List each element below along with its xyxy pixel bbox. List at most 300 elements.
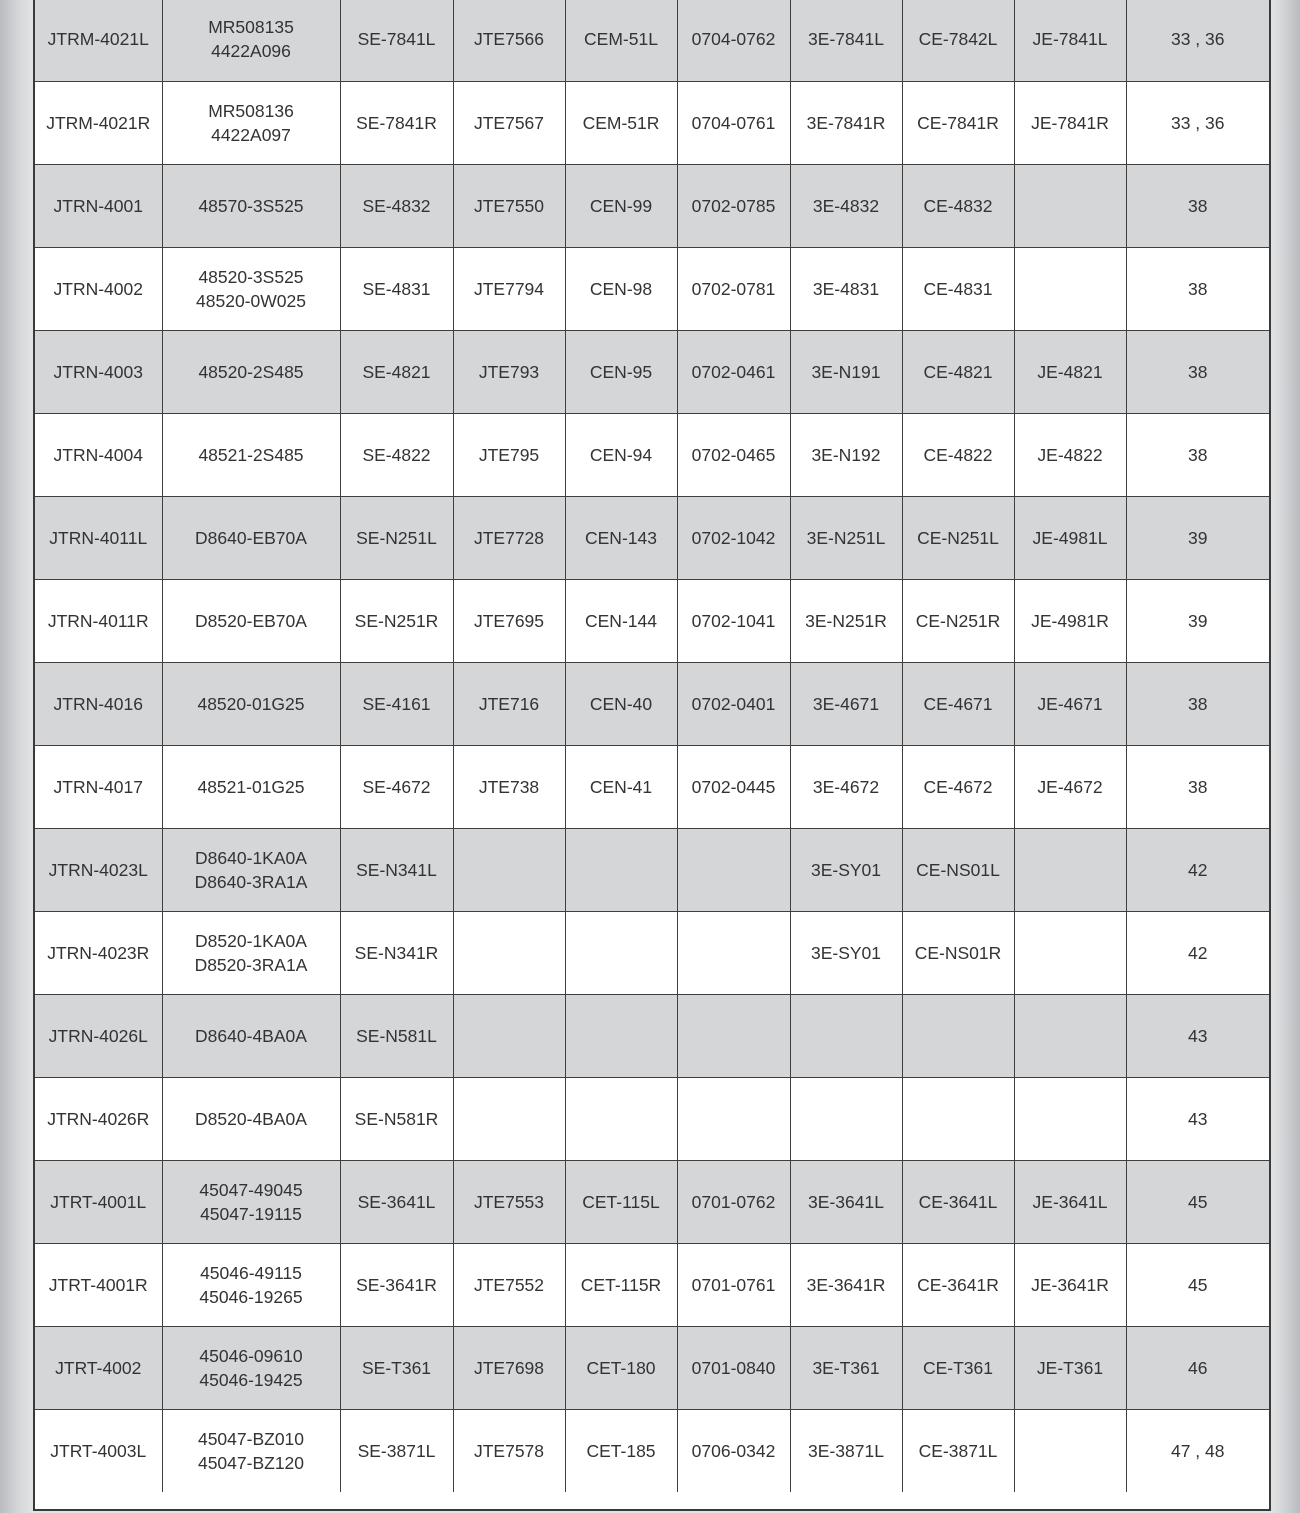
- cell-text: 3E-N192: [811, 444, 881, 465]
- cell-text: CEN-94: [589, 444, 653, 465]
- cell-ce-ref: [902, 828, 1014, 911]
- cell-text: JTE7550: [473, 195, 545, 216]
- cell-ce-series-ref: [565, 579, 677, 662]
- cell-text: JTE7552: [473, 1274, 545, 1295]
- cell-je-ref: [1014, 1160, 1126, 1243]
- cell-part-number: [35, 330, 162, 413]
- cell-se-ref: [340, 1160, 453, 1243]
- cell-text: 0702-0785: [691, 195, 776, 216]
- cell-je-ref: [1014, 496, 1126, 579]
- cell-se-ref: [340, 247, 453, 330]
- cell-text: 38: [1188, 693, 1208, 714]
- cell-ce-ref: [902, 1077, 1014, 1160]
- cell-page-ref: [1126, 828, 1269, 911]
- cell-text: CET-115R: [580, 1274, 662, 1295]
- cell-text: 0702-0401: [691, 693, 776, 714]
- cell-text: CE-NS01L: [916, 859, 1000, 880]
- cell-3e-ref: [790, 662, 902, 745]
- cell-part-number: [35, 911, 162, 994]
- cell-text: CE-4822: [923, 444, 993, 465]
- cell-text: SE-4832: [362, 195, 431, 216]
- cell-text: JTRN-4004: [53, 444, 143, 465]
- cell-code-ref: [677, 247, 790, 330]
- cell-text: 3E-3641R: [806, 1274, 886, 1295]
- cell-ce-series-ref: [565, 0, 677, 81]
- cell-text: CEN-99: [589, 195, 653, 216]
- cell-text: 45046-09610: [199, 1345, 303, 1366]
- cell-3e-ref: [790, 911, 902, 994]
- cell-code-ref: [677, 911, 790, 994]
- cell-text: SE-7841R: [356, 112, 437, 133]
- cell-text: JTE7728: [473, 527, 545, 548]
- cell-oem-number: [162, 994, 340, 1077]
- cell-ce-ref: [902, 911, 1014, 994]
- cell-ce-ref: [902, 994, 1014, 1077]
- cell-code-ref: [677, 164, 790, 247]
- cell-part-number: [35, 1409, 162, 1492]
- cell-ce-ref: [902, 0, 1014, 81]
- cell-jte-ref: [453, 579, 565, 662]
- cell-text: 38: [1188, 361, 1208, 382]
- cell-se-ref: [340, 579, 453, 662]
- cell-se-ref: [340, 662, 453, 745]
- cell-text: 0704-0762: [691, 29, 776, 50]
- cell-je-ref: [1014, 413, 1126, 496]
- cell-text: SE-3641L: [357, 1191, 436, 1212]
- cell-ce-series-ref: [565, 828, 677, 911]
- cell-text: CEN-98: [589, 278, 653, 299]
- table-row: [35, 828, 1269, 911]
- cell-text: JTE7566: [473, 29, 545, 50]
- cell-se-ref: [340, 413, 453, 496]
- cell-text: CE-4832: [923, 195, 993, 216]
- cell-se-ref: [340, 1409, 453, 1492]
- cell-text: 3E-4671: [812, 693, 880, 714]
- cell-je-ref: [1014, 0, 1126, 81]
- table-row: [35, 745, 1269, 828]
- table-body: [35, 0, 1269, 1492]
- cell-jte-ref: [453, 1077, 565, 1160]
- table-row: [35, 911, 1269, 994]
- cell-text: JE-4981L: [1032, 527, 1108, 548]
- cell-oem-number: [162, 1326, 340, 1409]
- cell-text: 43: [1188, 1108, 1208, 1129]
- cell-text: JTRN-4001: [53, 195, 143, 216]
- cell-text: JTRT-4001L: [50, 1191, 147, 1212]
- cell-ce-ref: [902, 662, 1014, 745]
- cell-text: JTRT-4001R: [48, 1274, 148, 1295]
- cell-3e-ref: [790, 828, 902, 911]
- cell-text: 38: [1188, 776, 1208, 797]
- cell-3e-ref: [790, 1160, 902, 1243]
- cell-code-ref: [677, 828, 790, 911]
- cell-text: JTRN-4023L: [48, 859, 148, 880]
- cell-ce-series-ref: [565, 164, 677, 247]
- cell-text: 3E-7841L: [808, 29, 884, 50]
- cell-part-number: [35, 1160, 162, 1243]
- cell-text: SE-4822: [362, 444, 431, 465]
- cell-part-number: [35, 994, 162, 1077]
- cell-page-ref: [1126, 496, 1269, 579]
- cell-page-ref: [1126, 994, 1269, 1077]
- cell-text: 48520-2S485: [198, 361, 304, 382]
- cell-text: SE-N251R: [354, 610, 439, 631]
- cell-text: CET-185: [586, 1440, 656, 1461]
- cell-text: 3E-4832: [812, 195, 880, 216]
- cell-je-ref: [1014, 662, 1126, 745]
- cell-3e-ref: [790, 579, 902, 662]
- cell-text: CE-7842L: [918, 29, 998, 50]
- cell-text: 4422A097: [211, 124, 291, 145]
- cell-code-ref: [677, 496, 790, 579]
- cell-code-ref: [677, 579, 790, 662]
- cell-code-ref: [677, 413, 790, 496]
- cell-text: CET-180: [586, 1357, 656, 1378]
- cell-text: 0702-1041: [691, 610, 776, 631]
- cell-text: SE-4821: [362, 361, 431, 382]
- cell-ce-ref: [902, 1326, 1014, 1409]
- cell-oem-number: [162, 828, 340, 911]
- cell-text: 48570-3S525: [198, 195, 304, 216]
- cell-page-ref: [1126, 1409, 1269, 1492]
- cell-text: JE-3641L: [1032, 1191, 1108, 1212]
- cell-text: D8640-EB70A: [195, 527, 307, 548]
- cell-ce-series-ref: [565, 1077, 677, 1160]
- cell-je-ref: [1014, 911, 1126, 994]
- cell-text: JTRN-4003: [53, 361, 143, 382]
- cell-part-number: [35, 247, 162, 330]
- cell-oem-number: [162, 1409, 340, 1492]
- cell-text: 48520-01G25: [197, 693, 305, 714]
- cell-jte-ref: [453, 330, 565, 413]
- cell-part-number: [35, 579, 162, 662]
- cell-text: 3E-N251R: [805, 610, 887, 631]
- table-row: [35, 662, 1269, 745]
- cell-3e-ref: [790, 81, 902, 164]
- cell-oem-number: [162, 164, 340, 247]
- cell-page-ref: [1126, 1326, 1269, 1409]
- cell-text: MR508136: [208, 100, 294, 121]
- cell-ce-series-ref: [565, 994, 677, 1077]
- cell-ce-ref: [902, 496, 1014, 579]
- cell-3e-ref: [790, 745, 902, 828]
- cell-ce-series-ref: [565, 1160, 677, 1243]
- cell-text: 0702-0461: [691, 361, 776, 382]
- cell-text: CE-N251L: [917, 527, 999, 548]
- table-row: [35, 247, 1269, 330]
- cell-text: 0704-0761: [691, 112, 776, 133]
- cell-page-ref: [1126, 1243, 1269, 1326]
- cell-text: JTE7794: [473, 278, 545, 299]
- cell-text: 45046-19425: [199, 1369, 303, 1390]
- cell-text: 46: [1188, 1357, 1208, 1378]
- cell-text: 0706-0342: [691, 1440, 776, 1461]
- cell-text: D8640-1KA0A: [195, 847, 307, 868]
- cell-se-ref: [340, 81, 453, 164]
- cell-ce-ref: [902, 1409, 1014, 1492]
- cell-jte-ref: [453, 911, 565, 994]
- cell-text: JE-4981R: [1031, 610, 1109, 631]
- cell-oem-number: [162, 496, 340, 579]
- cell-ce-series-ref: [565, 247, 677, 330]
- cell-text: 3E-3641L: [808, 1191, 884, 1212]
- cell-text: CEN-143: [585, 527, 657, 548]
- cell-text: 47 , 48: [1170, 1440, 1225, 1461]
- cell-text: JTE716: [478, 693, 540, 714]
- cell-ce-series-ref: [565, 662, 677, 745]
- cell-page-ref: [1126, 164, 1269, 247]
- table-row: [35, 164, 1269, 247]
- cell-text: JTRT-4003L: [50, 1440, 147, 1461]
- cell-text: JE-4822: [1037, 444, 1103, 465]
- cell-text: 4422A096: [211, 41, 291, 62]
- cell-text: JE-7841R: [1031, 112, 1109, 133]
- cell-oem-number: [162, 1077, 340, 1160]
- cell-oem-number: [162, 662, 340, 745]
- cell-text: 48520-0W025: [196, 290, 306, 311]
- cell-text: CET-115L: [582, 1191, 660, 1212]
- cell-text: JTE7698: [473, 1357, 545, 1378]
- cell-text: 45047-49045: [199, 1179, 303, 1200]
- cell-text: JTRT-4002: [55, 1357, 142, 1378]
- cell-text: 33 , 36: [1170, 112, 1225, 133]
- cell-text: MR508135: [208, 17, 294, 38]
- cell-text: D8640-4BA0A: [195, 1025, 307, 1046]
- cell-3e-ref: [790, 164, 902, 247]
- cell-page-ref: [1126, 911, 1269, 994]
- cell-text: 39: [1188, 527, 1208, 548]
- cell-je-ref: [1014, 994, 1126, 1077]
- cell-text: 3E-7841R: [806, 112, 886, 133]
- cell-je-ref: [1014, 164, 1126, 247]
- cell-text: JE-4672: [1037, 776, 1103, 797]
- cell-text: CE-3641L: [918, 1191, 998, 1212]
- cell-se-ref: [340, 496, 453, 579]
- cell-se-ref: [340, 1326, 453, 1409]
- cell-oem-number: [162, 81, 340, 164]
- cell-text: JTRN-4026L: [48, 1025, 148, 1046]
- cell-oem-number: [162, 413, 340, 496]
- cell-3e-ref: [790, 413, 902, 496]
- cell-text: D8520-EB70A: [195, 610, 307, 631]
- cell-text: SE-4831: [362, 278, 431, 299]
- cell-se-ref: [340, 164, 453, 247]
- cell-text: 0701-0840: [691, 1357, 776, 1378]
- cell-code-ref: [677, 330, 790, 413]
- cell-text: SE-4672: [362, 776, 431, 797]
- cell-text: CEN-40: [589, 693, 653, 714]
- cell-text: SE-T361: [361, 1357, 432, 1378]
- cell-jte-ref: [453, 1160, 565, 1243]
- cell-je-ref: [1014, 745, 1126, 828]
- cell-text: JTRM-4021R: [46, 112, 151, 133]
- cell-ce-series-ref: [565, 413, 677, 496]
- cell-text: 45046-49115: [200, 1262, 302, 1283]
- cell-se-ref: [340, 828, 453, 911]
- cell-code-ref: [677, 994, 790, 1077]
- cell-jte-ref: [453, 413, 565, 496]
- cell-text: 0701-0762: [691, 1191, 776, 1212]
- cell-text: 0701-0761: [691, 1274, 776, 1295]
- cell-je-ref: [1014, 579, 1126, 662]
- cell-text: JTRN-4011L: [49, 527, 148, 548]
- cell-text: 33 , 36: [1170, 29, 1225, 50]
- cell-text: JTE7695: [473, 610, 545, 631]
- cell-text: D8520-1KA0A: [195, 930, 307, 951]
- cell-se-ref: [340, 330, 453, 413]
- cell-page-ref: [1126, 0, 1269, 81]
- cell-page-ref: [1126, 579, 1269, 662]
- cell-ce-ref: [902, 330, 1014, 413]
- cell-jte-ref: [453, 1409, 565, 1492]
- cell-text: 38: [1188, 195, 1208, 216]
- cell-3e-ref: [790, 994, 902, 1077]
- cell-part-number: [35, 745, 162, 828]
- cell-3e-ref: [790, 1409, 902, 1492]
- cell-text: CE-4831: [923, 278, 993, 299]
- cell-text: 43: [1188, 1025, 1208, 1046]
- cell-text: 38: [1188, 444, 1208, 465]
- cell-text: CE-3871L: [918, 1440, 998, 1461]
- cell-text: 42: [1188, 942, 1208, 963]
- cell-page-ref: [1126, 413, 1269, 496]
- cell-part-number: [35, 413, 162, 496]
- cell-text: JTE793: [478, 361, 540, 382]
- cell-jte-ref: [453, 828, 565, 911]
- cell-jte-ref: [453, 1326, 565, 1409]
- cell-text: SE-N251L: [356, 527, 437, 548]
- cell-je-ref: [1014, 81, 1126, 164]
- cell-code-ref: [677, 662, 790, 745]
- cell-text: JTE7553: [473, 1191, 545, 1212]
- cell-text: 0702-0445: [691, 776, 776, 797]
- cell-part-number: [35, 1243, 162, 1326]
- cell-ce-series-ref: [565, 496, 677, 579]
- cell-oem-number: [162, 579, 340, 662]
- cell-jte-ref: [453, 0, 565, 81]
- cell-text: D8520-4BA0A: [195, 1108, 307, 1129]
- table-row: [35, 579, 1269, 662]
- cell-text: 3E-4831: [812, 278, 880, 299]
- cell-jte-ref: [453, 247, 565, 330]
- cell-text: JE-4821: [1037, 361, 1103, 382]
- cell-se-ref: [340, 0, 453, 81]
- cell-page-ref: [1126, 330, 1269, 413]
- cell-part-number: [35, 164, 162, 247]
- cell-text: 3E-4672: [812, 776, 880, 797]
- cell-text: D8520-3RA1A: [194, 954, 308, 975]
- cell-je-ref: [1014, 1077, 1126, 1160]
- table-row: [35, 0, 1269, 81]
- cell-oem-number: [162, 911, 340, 994]
- cell-se-ref: [340, 994, 453, 1077]
- cell-text: JTRN-4002: [53, 278, 143, 299]
- cell-oem-number: [162, 247, 340, 330]
- cell-code-ref: [677, 1077, 790, 1160]
- cell-text: CEM-51L: [584, 29, 658, 50]
- cell-oem-number: [162, 1243, 340, 1326]
- cell-code-ref: [677, 0, 790, 81]
- cell-ce-series-ref: [565, 1326, 677, 1409]
- cell-code-ref: [677, 1326, 790, 1409]
- cell-text: 45047-BZ120: [197, 1452, 305, 1473]
- cell-text: CE-7841R: [917, 112, 999, 133]
- cell-text: JE-4671: [1037, 693, 1103, 714]
- cell-text: JE-7841L: [1032, 29, 1108, 50]
- cell-jte-ref: [453, 164, 565, 247]
- cell-text: CEN-144: [585, 610, 657, 631]
- cell-text: 45: [1188, 1191, 1208, 1212]
- cell-text: SE-7841L: [357, 29, 436, 50]
- cell-text: D8640-3RA1A: [194, 871, 308, 892]
- cell-oem-number: [162, 330, 340, 413]
- cell-ce-ref: [902, 745, 1014, 828]
- cell-text: 0702-0465: [691, 444, 776, 465]
- cell-se-ref: [340, 1243, 453, 1326]
- cell-text: CE-3641R: [917, 1274, 999, 1295]
- cell-code-ref: [677, 1409, 790, 1492]
- cell-text: JTRN-4026R: [47, 1108, 150, 1129]
- cell-text: JTE738: [478, 776, 540, 797]
- cell-3e-ref: [790, 1326, 902, 1409]
- cell-je-ref: [1014, 1409, 1126, 1492]
- cell-text: 39: [1188, 610, 1208, 631]
- cell-text: JTRN-4023R: [47, 942, 150, 963]
- cell-ce-series-ref: [565, 911, 677, 994]
- cell-code-ref: [677, 745, 790, 828]
- cell-text: SE-4161: [362, 693, 431, 714]
- cell-text: JE-T361: [1036, 1357, 1104, 1378]
- cell-page-ref: [1126, 81, 1269, 164]
- cell-text: JTRN-4011R: [47, 610, 149, 631]
- cell-text: 0702-1042: [691, 527, 776, 548]
- cell-text: CE-NS01R: [914, 942, 1002, 963]
- cell-ce-ref: [902, 1160, 1014, 1243]
- cell-part-number: [35, 1326, 162, 1409]
- cell-page-ref: [1126, 1160, 1269, 1243]
- cell-je-ref: [1014, 828, 1126, 911]
- cell-text: 45047-19115: [200, 1203, 302, 1224]
- cell-text: CE-4821: [923, 361, 993, 382]
- cell-code-ref: [677, 81, 790, 164]
- cell-se-ref: [340, 911, 453, 994]
- table-row: [35, 1243, 1269, 1326]
- cell-je-ref: [1014, 330, 1126, 413]
- cell-part-number: [35, 662, 162, 745]
- cell-3e-ref: [790, 330, 902, 413]
- cell-3e-ref: [790, 1077, 902, 1160]
- cell-3e-ref: [790, 1243, 902, 1326]
- cell-text: 48521-2S485: [198, 444, 304, 465]
- cell-text: SE-N581R: [354, 1108, 439, 1129]
- cell-ce-ref: [902, 164, 1014, 247]
- cell-text: SE-N341R: [354, 942, 439, 963]
- cell-text: 38: [1188, 278, 1208, 299]
- table-row: [35, 413, 1269, 496]
- cell-jte-ref: [453, 496, 565, 579]
- cell-code-ref: [677, 1160, 790, 1243]
- cell-text: SE-3641R: [356, 1274, 437, 1295]
- cell-text: JTRM-4021L: [47, 29, 149, 50]
- cell-je-ref: [1014, 247, 1126, 330]
- cell-ce-series-ref: [565, 1409, 677, 1492]
- cell-jte-ref: [453, 745, 565, 828]
- cell-code-ref: [677, 1243, 790, 1326]
- cell-text: 3E-N251L: [806, 527, 886, 548]
- cell-page-ref: [1126, 247, 1269, 330]
- cell-part-number: [35, 1077, 162, 1160]
- cell-text: 45: [1188, 1274, 1208, 1295]
